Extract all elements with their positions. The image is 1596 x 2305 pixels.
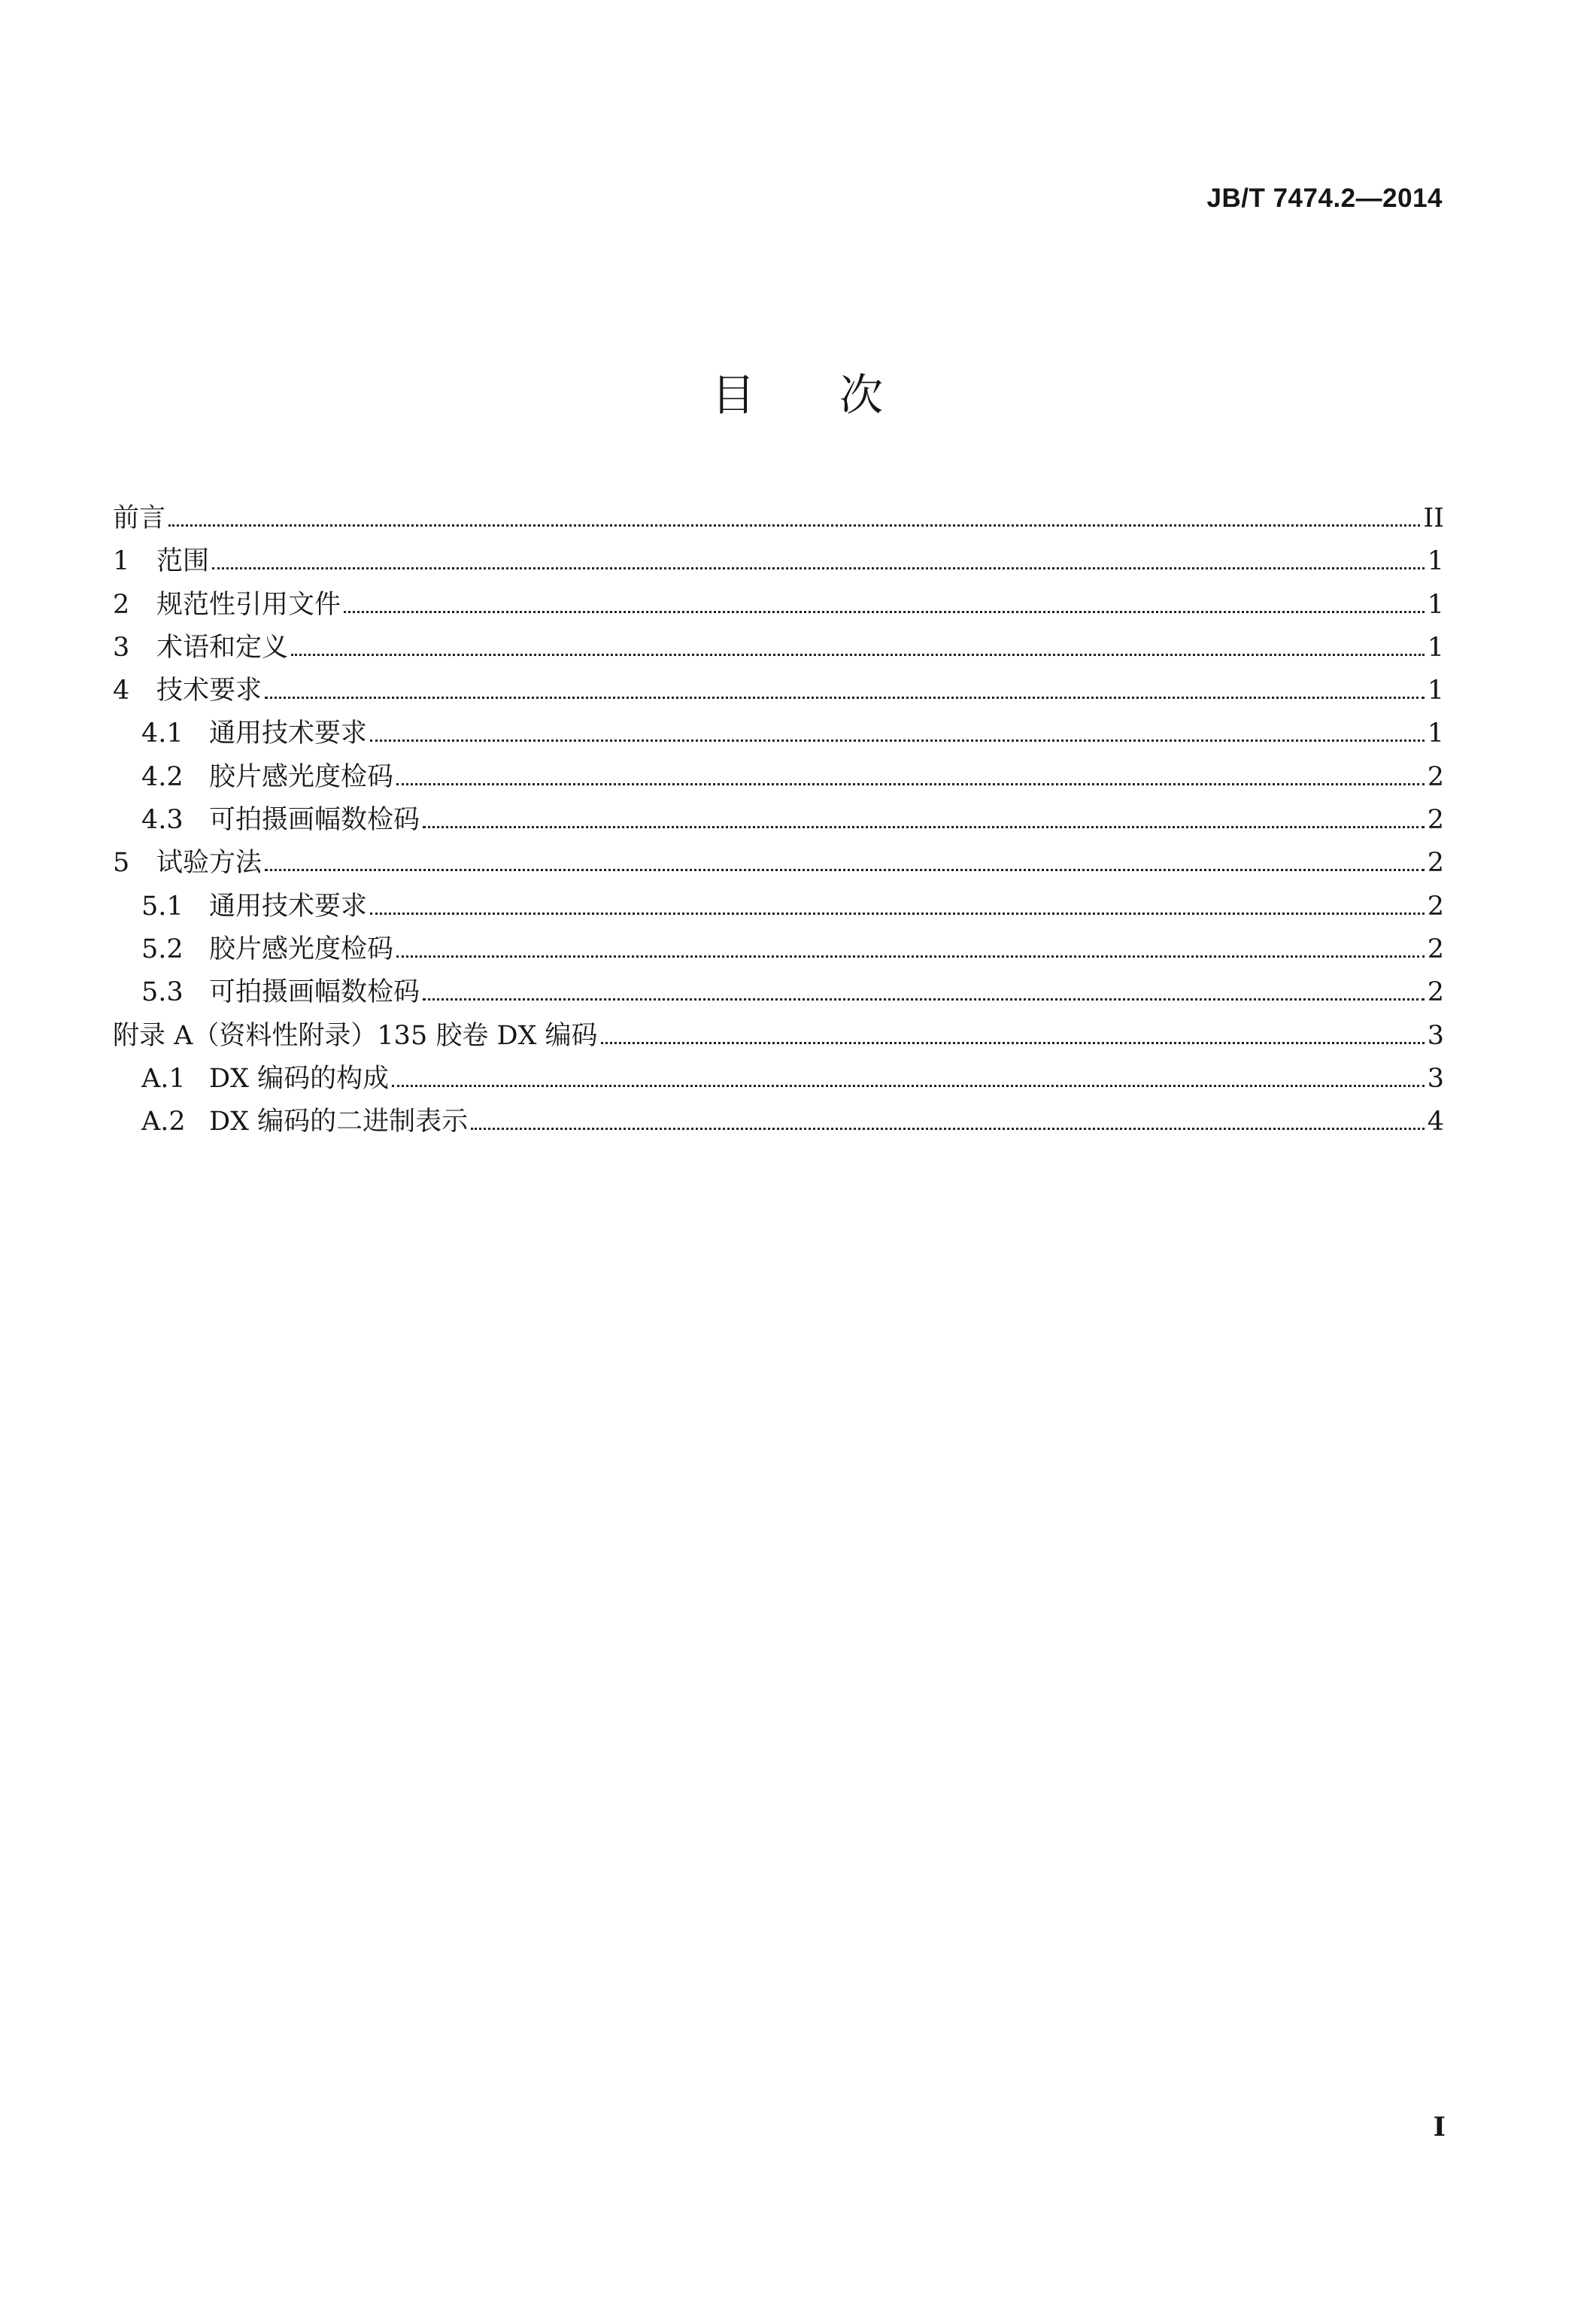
toc-entry[interactable]	[113, 1015, 1444, 1058]
toc-dot-leader	[168, 524, 1420, 527]
toc-dot-leader	[370, 739, 1425, 742]
toc-entry-number: 3	[113, 632, 130, 663]
toc-entry-number: 5.3	[141, 977, 184, 1008]
toc-entry-page: 1	[1427, 718, 1444, 749]
toc-entry-page: 4	[1427, 1107, 1444, 1137]
toc-entry-page: 1	[1427, 546, 1444, 577]
toc-entry-title: 胶片感光度检码	[209, 934, 394, 964]
toc-dot-leader	[423, 826, 1425, 828]
toc-entry-number: 4.3	[141, 805, 184, 836]
toc-entry-page: 2	[1427, 761, 1444, 792]
toc-dot-leader	[265, 869, 1425, 871]
toc-entry-title: DX 编码的构成	[209, 1063, 390, 1094]
toc-entry-title: 可拍摄画幅数检码	[209, 977, 420, 1008]
page-title	[0, 360, 1596, 423]
toc-entry-page: 2	[1427, 848, 1444, 879]
toc-entry[interactable]	[113, 1101, 1444, 1143]
toc-entry[interactable]	[113, 497, 1444, 540]
toc-dot-leader	[601, 1042, 1425, 1044]
toc-entry-number: A.1	[141, 1063, 186, 1094]
toc-entry-number: 5.1	[141, 891, 184, 922]
toc-entry[interactable]	[113, 928, 1444, 971]
toc-entry[interactable]	[113, 971, 1444, 1014]
toc-entry-number: 5.2	[141, 934, 184, 964]
page-title-char-2: 次	[839, 369, 885, 421]
toc-entry[interactable]	[113, 842, 1444, 885]
toc-entry[interactable]	[113, 799, 1444, 842]
toc-entry-page: 1	[1427, 676, 1444, 706]
toc-entry[interactable]	[113, 584, 1444, 627]
toc-dot-leader	[392, 1085, 1425, 1087]
toc-entry-title: 规范性引用文件	[156, 589, 341, 620]
table-of-contents	[113, 497, 1444, 1143]
toc-entry-title: 前言	[113, 503, 166, 533]
toc-entry-number: 4.1	[141, 718, 184, 749]
toc-entry-page: II	[1423, 503, 1444, 533]
toc-entry[interactable]	[113, 756, 1444, 799]
toc-dot-leader	[471, 1128, 1425, 1130]
toc-dot-leader	[396, 783, 1425, 785]
toc-entry[interactable]	[113, 627, 1444, 670]
toc-entry-title: 可拍摄画幅数检码	[209, 805, 420, 836]
toc-entry-number: 4	[113, 676, 130, 706]
toc-entry-title: DX 编码的二进制表示	[209, 1107, 469, 1137]
toc-entry-page: 2	[1427, 977, 1444, 1008]
toc-entry[interactable]	[113, 670, 1444, 712]
toc-entry-number: A.2	[141, 1107, 186, 1137]
toc-entry-title: 附录 A（资料性附录）135 胶卷 DX 编码	[113, 1020, 598, 1051]
toc-entry-number: 1	[113, 546, 130, 577]
toc-entry-title: 试验方法	[156, 848, 262, 879]
toc-entry-page: 1	[1427, 632, 1444, 663]
page-title-char-1: 目	[711, 369, 757, 421]
toc-entry-page: 3	[1427, 1020, 1444, 1051]
toc-entry-title: 通用技术要求	[209, 718, 368, 749]
toc-entry[interactable]	[113, 712, 1444, 755]
toc-entry-page: 2	[1427, 805, 1444, 836]
toc-entry-page: 2	[1427, 934, 1444, 964]
toc-dot-leader	[291, 654, 1425, 656]
page-number: I	[1433, 2112, 1446, 2143]
toc-dot-leader	[212, 567, 1425, 569]
toc-entry-title: 通用技术要求	[209, 891, 368, 922]
toc-entry-page: 3	[1427, 1063, 1444, 1094]
standard-code: JB/T 7474.2—2014	[1206, 184, 1443, 213]
toc-entry-page: 2	[1427, 891, 1444, 922]
toc-dot-leader	[370, 913, 1425, 915]
toc-dot-leader	[396, 955, 1425, 958]
toc-dot-leader	[423, 998, 1425, 1001]
toc-entry-page: 1	[1427, 589, 1444, 620]
toc-entry-number: 5	[113, 848, 130, 879]
toc-entry[interactable]	[113, 1058, 1444, 1101]
toc-entry-title: 胶片感光度检码	[209, 761, 394, 792]
toc-entry-number: 4.2	[141, 761, 184, 792]
toc-entry-title: 技术要求	[156, 676, 262, 706]
toc-dot-leader	[344, 611, 1425, 613]
toc-dot-leader	[265, 697, 1425, 699]
toc-entry-title: 范围	[156, 546, 210, 577]
toc-entry[interactable]	[113, 885, 1444, 928]
toc-entry-number: 2	[113, 589, 130, 620]
toc-entry[interactable]	[113, 540, 1444, 583]
toc-entry-title: 术语和定义	[156, 632, 289, 663]
